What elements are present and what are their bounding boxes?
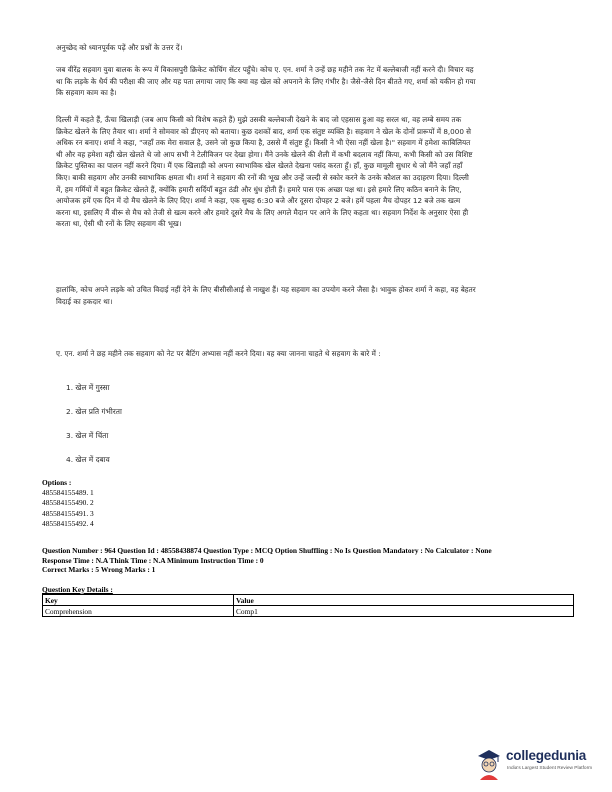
key-cell: Comprehension <box>43 606 234 617</box>
collegedunia-logo <box>474 742 606 782</box>
answer-choice-4[interactable]: 4. खेल में दबाव <box>66 455 110 464</box>
answer-choices <box>66 382 122 478</box>
answer-choice-2[interactable]: 2. खेल प्रति गंभीरता <box>66 407 122 416</box>
question-key-title: Question Key Details : <box>42 585 113 594</box>
passage-paragraph-3 <box>56 284 476 307</box>
answer-choice-1[interactable]: 1. खेल में गुस्सा <box>66 383 110 392</box>
passage-paragraph-1-text: जब वीरेंद्र सहवाग युवा बालक के रूप में विकासपुरी क्रिकेट कोचिंग सेंटर पहुँचे। कोच ए. एन. शर्मा ने उन्हें छह महीने तक नेट में बल्लेबाजी नहीं करने दी। विचार यह था कि लड़के के धैर्य की परीक्षा की जाए और यह पता लगाया जाए कि क्या वह खेल को अपनाने के लिए गंभीर है। जैसे-जैसे दिन बीतते गए, शर्मा को यकीन हो गया कि सहवाग काम का है। <box>56 65 476 98</box>
passage-paragraph-2-text: दिल्ली में कहते हैं, ऊँचा खिलाड़ी (जब आप किसी को विशेष कहते हैं) मुझे उसकी बल्लेबाजी देखने के बाद जो एहसास हुआ वह सरल था, वह लम्बे समय तक क्रिकेट खेलने के लिए तैयार था। शर्मा ने सोमवार को डीएनए को बताया। कुछ दशकों बाद, शर्मा एक संतुष्ट व्यक्ति है। सहवाग ने खेल के दोनों प्रारूपों में 8,000 से अधिक रन बनाए। शर्मा ने कहा, "जहाँ तक मेरा सवाल है, उसने जो कुछ किया है, उससे मैं संतुष्ट हूँ। किसी ने भी ऐसा नहीं खेला है।" सहवाग में हमेशा काबिलियत थी और वह हमेशा वही खेल खेलते थे जो आप सभी ने टेलीविजन पर देखा होगा। मैंने उनके खेलने की शैली में कभी बदलाव नहीं किया, कभी किसी को उस विशिष्ट क्रिकेट पुस्तिका का पालन नहीं करने दिया। मैं एक खिलाड़ी को अपना स्वाभाविक खेल खेलते देखना पसंद करता हूँ। हाँ, कुछ मामूली सुधार थे जो मैंने जहाँ तहाँ किए। बाकी सहवाग और उनकी स्वाभाविक क्षमता थी। शर्मा ने सहवाग की रनों की भूख और उन्हें जल्दी से स्कोर करने के उनके कौशल का उदाहरण दिया। दिल्ली में, हम गर्मियों में बहुत क्रिकेट खेलते हैं, क्योंकि हमारी सर्दियाँ बहुत ठंडी और धुंध होती हैं। हमारे पास एक अच्छा पक्ष था। इसे हमारे लिए कठिन बनाने के लिए, आयोजक हमें एक दिन में दो मैच खेलने के लिए दिए। शर्मा ने कहा, एक सुबह 6:30 बजे और दूसरा दोपहर 2 बजे। हमें पहला मैच दोपहर 12 बजे तक खत्म करना था, इसलिए मैं वीरू से मैच को तेजी से खत्म करने और हमारे दूसरे मैच के लिए अगले मैदान पर आने के लिए कहता था। सहवाग निर्देश के अनुसार ऐसा ही करता था, ऐसी थी रनों के लिए सहवाग की भूख। <box>56 115 473 229</box>
passage-paragraph-3-text: हालांकि, कोच अपने लड़के को उचित विदाई नहीं देने के लिए बीसीसीआई से नाखुश हैं। यह सहवाग का उपयोग करने जैसा है। भावुक होकर शर्मा ने कहा, वह बेहतर विदाई का हकदार था। <box>56 285 476 306</box>
table-row <box>43 606 574 617</box>
value-header: Value <box>234 595 574 606</box>
option-id-1: 485584155489. 1 <box>42 488 94 498</box>
option-id-4: 485584155492. 4 <box>42 518 94 528</box>
mascot-icon <box>474 744 504 780</box>
question-meta-line-2: Response Time : N.A Think Time : N.A Minimum Instruction Time : 0 <box>42 555 264 565</box>
option-id-2: 485584155490. 2 <box>42 498 94 508</box>
options-list <box>42 478 94 529</box>
option-id-3: 485584155491. 3 <box>42 508 94 518</box>
options-title: Options : <box>42 478 72 487</box>
question-metadata <box>42 546 582 575</box>
value-cell: Comp1 <box>234 606 574 617</box>
logo-tagline: India's Largest Student Review Platform <box>507 766 593 771</box>
key-header: Key <box>43 595 234 606</box>
question-text: ए. एन. शर्मा ने छह महीने तक सहवाग को नेट पर बैटिंग अभ्यास नहीं करने दिया। वह क्या जानना चाहते थे सहवाग के बारे में : <box>56 349 381 358</box>
passage-paragraph-2 <box>56 114 476 230</box>
answer-choice-3[interactable]: 3. खेल में चिंता <box>66 431 109 440</box>
logo-brand-text: collegedunia <box>506 748 587 763</box>
question-meta-line-3: Correct Marks : 5 Wrong Marks : 1 <box>42 565 156 575</box>
key-table-header-row <box>43 595 574 606</box>
passage-paragraph-1 <box>56 64 476 99</box>
question-meta-line-1: Question Number : 964 Question Id : 48558438874 Question Type : MCQ Option Shuffling : No Is Question Mandatory : No Calculator : None <box>42 546 492 555</box>
question-key-table <box>42 594 574 617</box>
passage-instruction: अनुच्छेद को ध्यानपूर्वक पढ़ें और प्रश्नों के उत्तर दें। <box>56 43 183 52</box>
